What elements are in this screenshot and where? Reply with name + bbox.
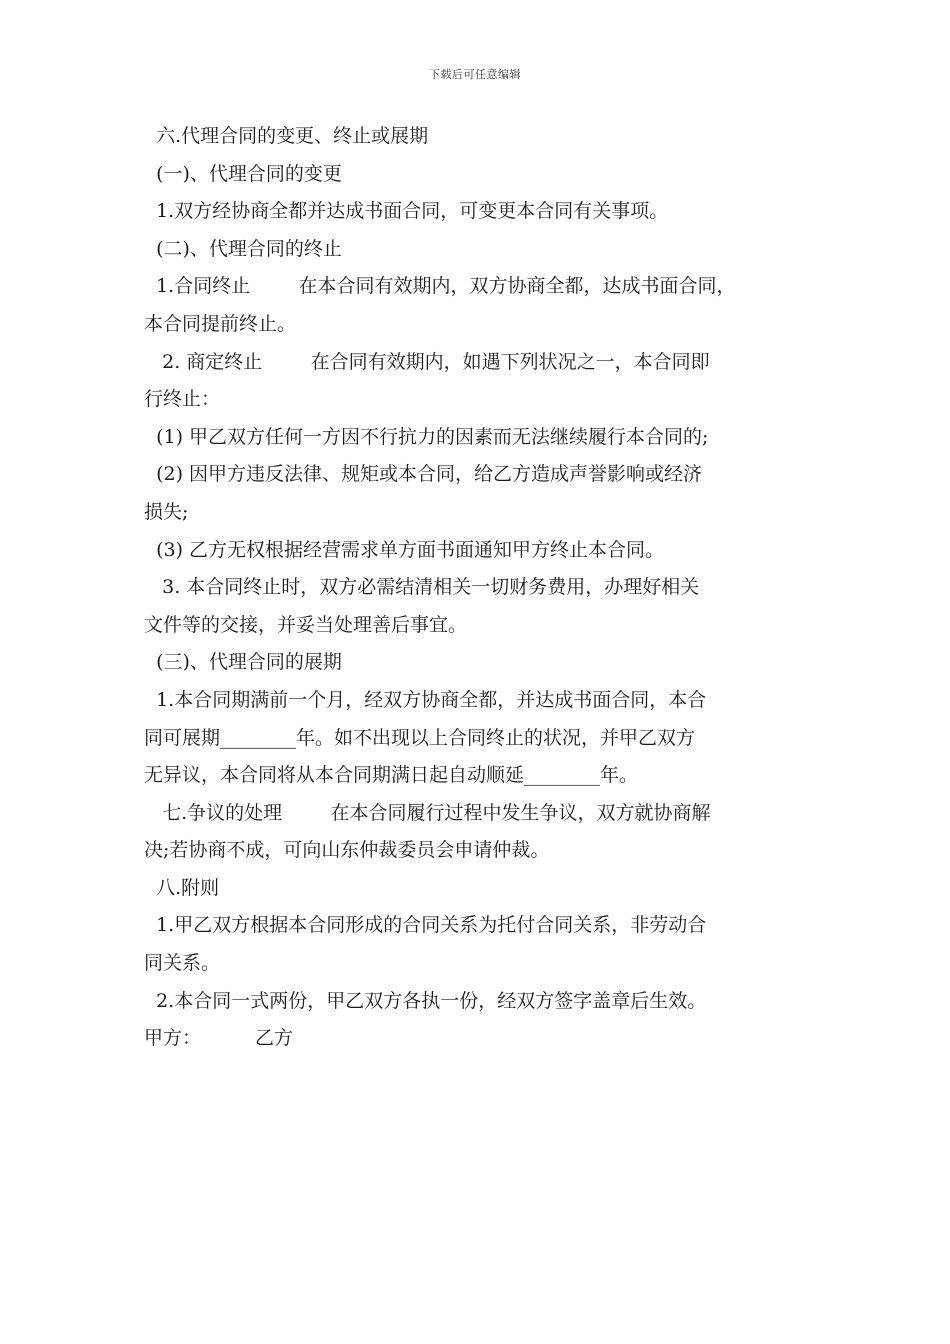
- party-a-label: 甲方：: [144, 1027, 202, 1050]
- subsection-change-heading: (一)、代理合同的变更: [144, 162, 342, 185]
- paragraph-line: 3. 本合同终止时，双方必需结清相关一切财务费用，办理好相关: [144, 576, 700, 599]
- paragraph-line: 1.甲乙双方根据本合同形成的合同关系为托付合同关系，非劳动合: [144, 914, 707, 937]
- list-item: (3) 乙方无权根据经营需求单方面书面通知甲方终止本合同。: [144, 538, 665, 561]
- paragraph-line: 本合同提前终止。: [144, 312, 297, 335]
- list-item: (2) 因甲方违反法律、规矩或本合同，给乙方造成声誉影响或经济: [144, 463, 703, 486]
- section-seven-paragraph: 七.争议的处理 在本合同履行过程中发生争议，双方就协商解: [144, 801, 711, 824]
- section-six-heading: 六.代理合同的变更、终止或展期: [144, 125, 429, 147]
- section-eight-heading: 八.附则: [144, 876, 220, 899]
- paragraph-line: 无异议，本合同将从本合同期满日起自动顺延________年。: [144, 764, 639, 787]
- document-body: [144, 118, 824, 1058]
- paragraph-line: 同可展期________年。如不出现以上合同终止的状况，并甲乙双方: [144, 726, 696, 749]
- paragraph-line: 1.合同终止 在本合同有效期内，双方协商全都，达成书面合同，: [144, 275, 736, 298]
- list-item: 损失;: [144, 500, 189, 523]
- paragraph-line: 1.双方经协商全都并达成书面合同，可变更本合同有关事项。: [144, 200, 669, 223]
- paragraph-line: 行终止：: [144, 388, 221, 411]
- paragraph-line: 同关系。: [144, 952, 221, 975]
- paragraph-line: 1.本合同期满前一个月，经双方协商全都，并达成书面合同，本合: [144, 688, 707, 711]
- subsection-extension-heading: (三)、代理合同的展期: [144, 651, 342, 674]
- paragraph-line: 2. 商定终止 在合同有效期内，如遇下列状况之一，本合同即: [144, 350, 710, 373]
- paragraph-line: 文件等的交接，并妥当处理善后事宜。: [144, 613, 468, 636]
- signature-row: [144, 1020, 824, 1058]
- paragraph-line: 决;若协商不成，可向山东仲裁委员会申请仲裁。: [144, 839, 550, 862]
- page-header-note: 下载后可任意编辑: [429, 68, 521, 81]
- paragraph-line: 2.本合同一式两份，甲乙双方各执一份，经双方签字盖章后生效。: [144, 989, 707, 1012]
- party-b-label: 乙方: [255, 1027, 294, 1050]
- list-item: (1) 甲乙双方任何一方因不行抗力的因素而无法继续履行本合同的;: [144, 425, 709, 448]
- subsection-termination-heading: (二)、代理合同的终止: [144, 237, 342, 260]
